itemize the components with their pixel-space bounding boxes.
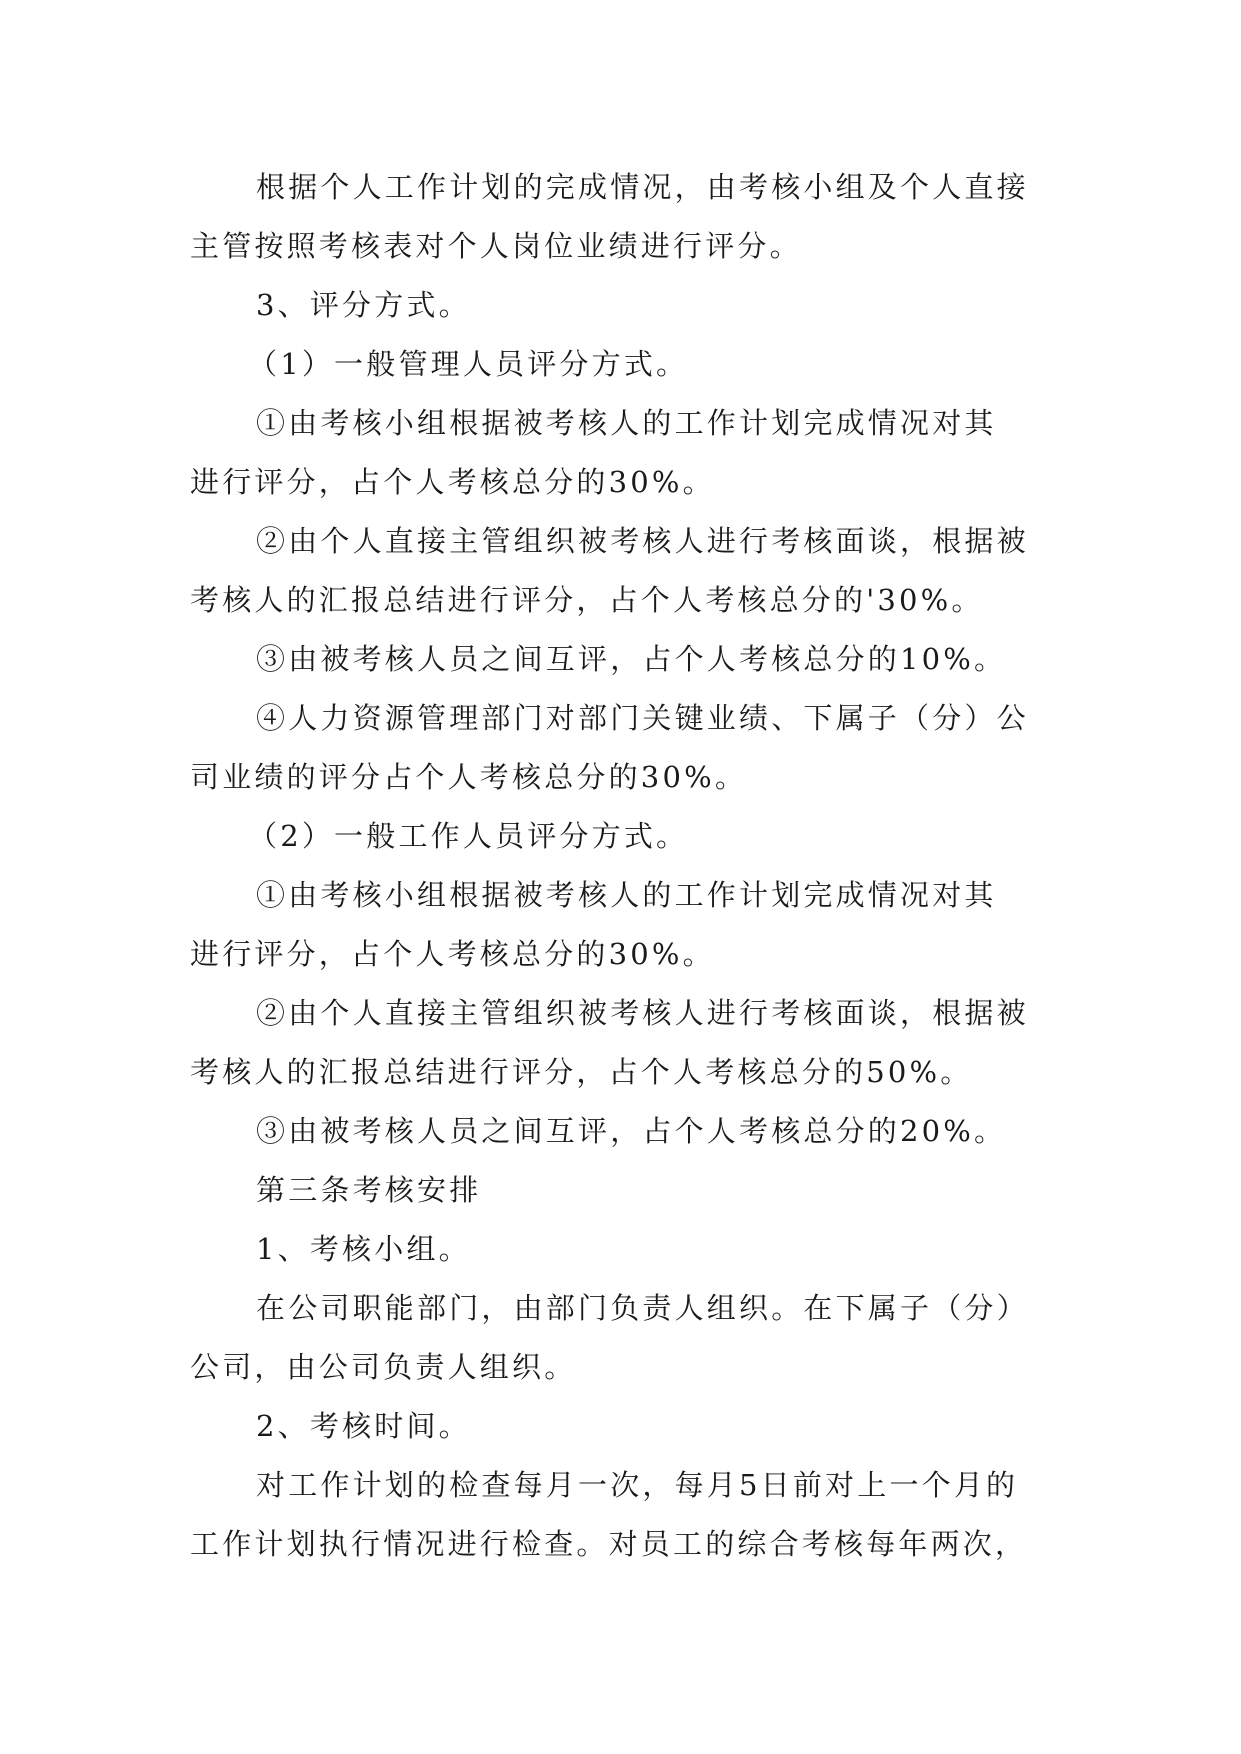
paragraph-line: 在公司职能部门，由部门负责人组织。在下属子（分） [256, 1291, 1029, 1325]
list-item: ②由个人直接主管组织被考核人进行考核面谈，根据被 [256, 524, 1029, 558]
paragraph-line: 根据个人工作计划的完成情况，由考核小组及个人直接 [256, 170, 1029, 204]
list-item: ③由被考核人员之间互评，占个人考核总分的10%。 [256, 642, 1007, 676]
list-item: ④人力资源管理部门对部门关键业绩、下属子（分）公 [256, 701, 1029, 735]
list-item-continuation: 考核人的汇报总结进行评分，占个人考核总分的'30%。 [190, 583, 984, 617]
list-item-continuation: 进行评分，占个人考核总分的30%。 [190, 465, 715, 499]
list-item: ③由被考核人员之间互评，占个人考核总分的20%。 [256, 1114, 1007, 1148]
section-heading: 1、考核小组。 [256, 1232, 471, 1266]
section-heading: 3、评分方式。 [256, 288, 471, 322]
list-item: ①由考核小组根据被考核人的工作计划完成情况对其 [256, 878, 997, 912]
paragraph-line: 公司，由公司负责人组织。 [190, 1350, 577, 1384]
subsection-heading: （2）一般工作人员评分方式。 [248, 819, 689, 853]
list-item-continuation: 进行评分，占个人考核总分的30%。 [190, 937, 715, 971]
list-item: ②由个人直接主管组织被考核人进行考核面谈，根据被 [256, 996, 1029, 1030]
section-heading: 2、考核时间。 [256, 1409, 471, 1443]
subsection-heading: （1）一般管理人员评分方式。 [248, 347, 689, 381]
list-item-continuation: 司业绩的评分占个人考核总分的30%。 [190, 760, 748, 794]
list-item: ①由考核小组根据被考核人的工作计划完成情况对其 [256, 406, 997, 440]
article-heading: 第三条考核安排 [256, 1173, 482, 1207]
list-item-continuation: 考核人的汇报总结进行评分，占个人考核总分的50%。 [190, 1055, 973, 1089]
paragraph-line: 对工作计划的检查每月一次，每月5日前对上一个月的 [256, 1468, 1019, 1502]
paragraph-line: 工作计划执行情况进行检查。对员工的综合考核每年两次， [190, 1527, 1028, 1561]
document-body [190, 158, 1050, 1574]
paragraph-line: 主管按照考核表对个人岗位业绩进行评分。 [190, 229, 802, 263]
